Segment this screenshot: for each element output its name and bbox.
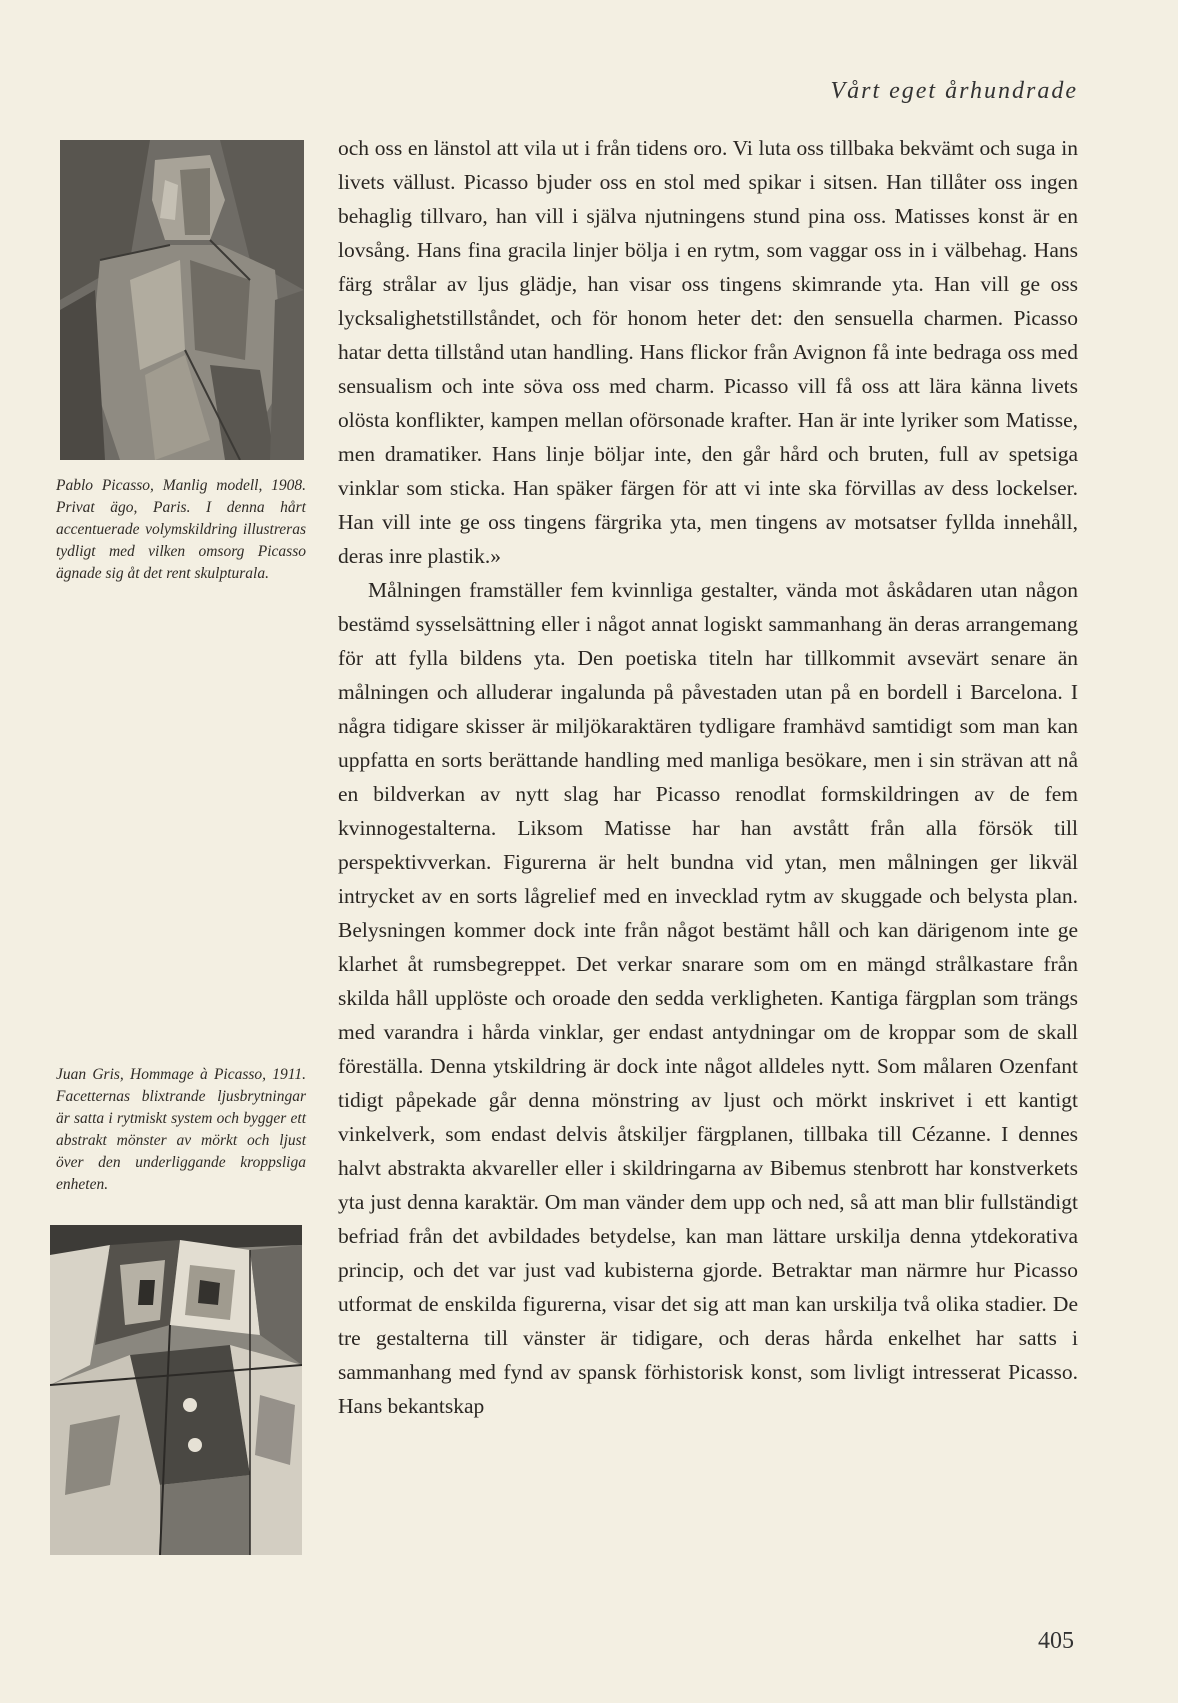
figure-caption-1: Pablo Picasso, Manlig modell, 1908. Privat ägo, Paris. I denna hårt accentuerade volymskildring illustreras tydligt med vilken omsorg Picasso ägnade sig åt det rent skulpturala. [56, 477, 306, 582]
figure-caption-2: Juan Gris, Hommage à Picasso, 1911. Facetternas blixtrande ljusbrytningar är satta i rytmiskt system och bygger ett abstrakt mönster av mörkt och ljust över den underliggande kroppsliga enheten. [56, 1066, 306, 1193]
painting-illustration [50, 1225, 302, 1555]
figure-picasso-manlig-modell [60, 140, 304, 460]
running-head: Vårt eget århundrade [830, 78, 1078, 104]
article-body [338, 131, 1078, 1423]
figure-gris-hommage-a-picasso [50, 1225, 302, 1555]
body-paragraph: Målningen framställer fem kvinnliga gestalter, vända mot åskådaren utan någon bestämd sysselsättning eller i något annat logiskt sammanhang än deras arrangemang för att fylla bildens yta. Den poetiska titeln har tillkommit avsevärt senare än målningen och alluderar ingalunda på påvestaden utan på en bordell i Barcelona. I några tidigare skisser är miljökaraktären tydligare framhävd samtidigt som man kan uppfatta en sorts berättande handling med manliga besökare, men i sin strävan att nå en bildverkan av nytt slag har Picasso renodlat formskildringen av de fem kvinnogestalterna. Liksom Matisse har han avstått från alla försök till perspektivverkan. Figurerna är helt bundna vid ytan, men målningen ger likväl intrycket av en sorts lågrelief med en invecklad rytm av skuggade och belysta plan. Belysningen kommer dock inte från något bestämt håll och kan därigenom inte ge klarhet åt rumsbegreppet. Det verkar snarare som om en mängd strålkastare från skilda håll upplöste och oroade den sedda verkligheten. Kantiga färgplan som trängs med varandra i hårda vinklar, ger endast antydningar om de kroppar som de skall föreställa. Denna ytskildring är dock inte något alldeles nytt. Som målaren Ozenfant tidigt påpekade går denna mönstring av ljust och mörkt inskrivet i ett kantigt vinkelverk, som endast delvis åtskiljer färgplanen, tillbaka till Cézanne. I dennes halvt abstrakta akvareller eller i skildringarna av Bibemus stenbrott har konstverkets yta just denna karaktär. Om man vänder dem upp och ned, så att man blir fullständigt befriad från det avbildades betydelse, kan man lättare urskilja denna ytdekorativa princip, och det var just vad kubisterna gjorde. Betraktar man närmre hur Picasso utformat de enskilda figurerna, visar det sig att man kan urskilja två olika stadier. De tre gestalterna till vänster är tidigare, och deras hårda enkelhet har satts i sammanhang med fynd av spansk förhistorisk konst, som livligt intresserat Picasso. Hans bekantskap [338, 578, 1078, 1418]
body-paragraph: och oss en länstol att vila ut i från tidens oro. Vi luta oss tillbaka bekvämt och suga in livets vällust. Picasso bjuder oss en stol med spikar i sitsen. Han tillåter oss ingen behaglig tillvaro, han vill i själva njutningens stund pina oss. Matisses konst är en lovsång. Hans fina gracila linjer bölja i en rytm, som vaggar oss in i välbehag. Hans färg strålar av ljus glädje, han visar oss tingens skimrande yta. Han vill ge oss lycksalighetstillståndet, och för honom heter det: den sensuella charmen. Picasso hatar detta tillstånd utan handling. Hans flickor från Avignon få inte bedraga oss med sensualism och inte söva oss med charm. Picasso vill få oss att lära känna livets olösta konflikter, kampen mellan oförsonade krafter. Han är inte lyriker som Matisse, men dramatiker. Hans linje böljar inte, den går hård och bruten, full av spetsiga vinklar som sticka. Han späker färgen för att vi inte ska förvillas av dess lockelser. Han vill inte ge oss tingens färgrika yta, men tingens av motsatser fyllda innehåll, deras inre plastik.» [338, 136, 1078, 568]
painting-illustration [60, 140, 304, 460]
page-number: 405 [1038, 1628, 1074, 1654]
